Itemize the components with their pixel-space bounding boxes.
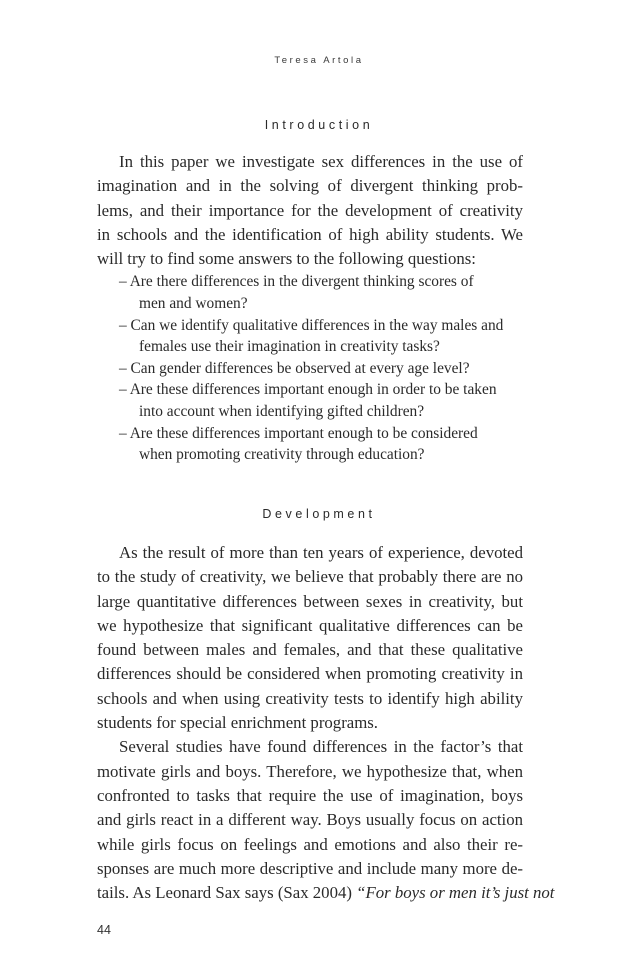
dev-line: students for special enrichment programs. (97, 713, 379, 733)
dev-line: found between males and females, and that these qualitative (97, 640, 523, 660)
question-item: – Are there differences in the divergent thinking scores of (119, 273, 474, 291)
question-item: – Are these differences important enough in order to be taken (119, 381, 497, 399)
question-item: – Can gender differences be observed at every age level? (119, 359, 470, 377)
dev-last-line-text: tails. As Leonard Sax says (Sax 2004) (97, 883, 357, 903)
dev-line: to the study of creativity, we believe that probably there are no (97, 567, 523, 587)
dev-line: and girls react in a different way. Boys usually focus on action (97, 810, 523, 830)
dev-line: As the result of more than ten years of experience, devoted (119, 543, 523, 562)
question-item: – Are these differences important enough to be considered (119, 424, 478, 442)
dev-line: large quantitative differences between sexes in creativity, but (97, 591, 523, 611)
dev-line: while girls focus on feelings and emotions and also their re- (97, 834, 523, 854)
development-section (97, 541, 555, 905)
intro-line: will try to find some answers to the following questions: (97, 249, 476, 269)
introduction-section (97, 150, 523, 466)
question-item-continued: into account when identifying gifted children? (139, 403, 425, 421)
dev-line: Several studies have found differences in the factor’s that (119, 737, 523, 757)
question-list (97, 271, 523, 465)
dev-line: motivate girls and boys. Therefore, we hypothesize that, when (97, 761, 523, 781)
sax-quote: “For boys or men it’s just not (356, 883, 555, 903)
question-item-continued: females use their imagination in creativity tasks? (139, 338, 440, 356)
dev-line: schools and when using creativity tests to identify high ability (97, 688, 523, 708)
dev-last-line (97, 881, 555, 905)
running-head: Teresa Artola (274, 55, 364, 66)
dev-line: we hypothesize that significant qualitative differences can be (97, 615, 523, 635)
intro-line: In this paper we investigate sex differences in the use of (119, 152, 523, 171)
question-item-continued: when promoting creativity through education? (139, 446, 425, 464)
intro-line: in schools and the identification of high ability students. We (97, 224, 523, 244)
page-number: 44 (97, 923, 111, 937)
introduction-heading: Introduction (264, 118, 374, 132)
intro-line: imagination and in the solving of divergent thinking prob- (97, 176, 523, 196)
development-heading: Development (262, 507, 376, 521)
dev-line: sponses are much more descriptive and include many more de- (97, 858, 523, 878)
question-item-continued: men and women? (139, 295, 248, 313)
dev-line: confronted to tasks that require the use of imagination, boys (97, 785, 523, 805)
question-item: – Can we identify qualitative differences in the way males and (119, 316, 504, 334)
dev-line: differences should be considered when promoting creativity in (97, 664, 523, 684)
intro-line: lems, and their importance for the development of creativity (97, 200, 523, 220)
